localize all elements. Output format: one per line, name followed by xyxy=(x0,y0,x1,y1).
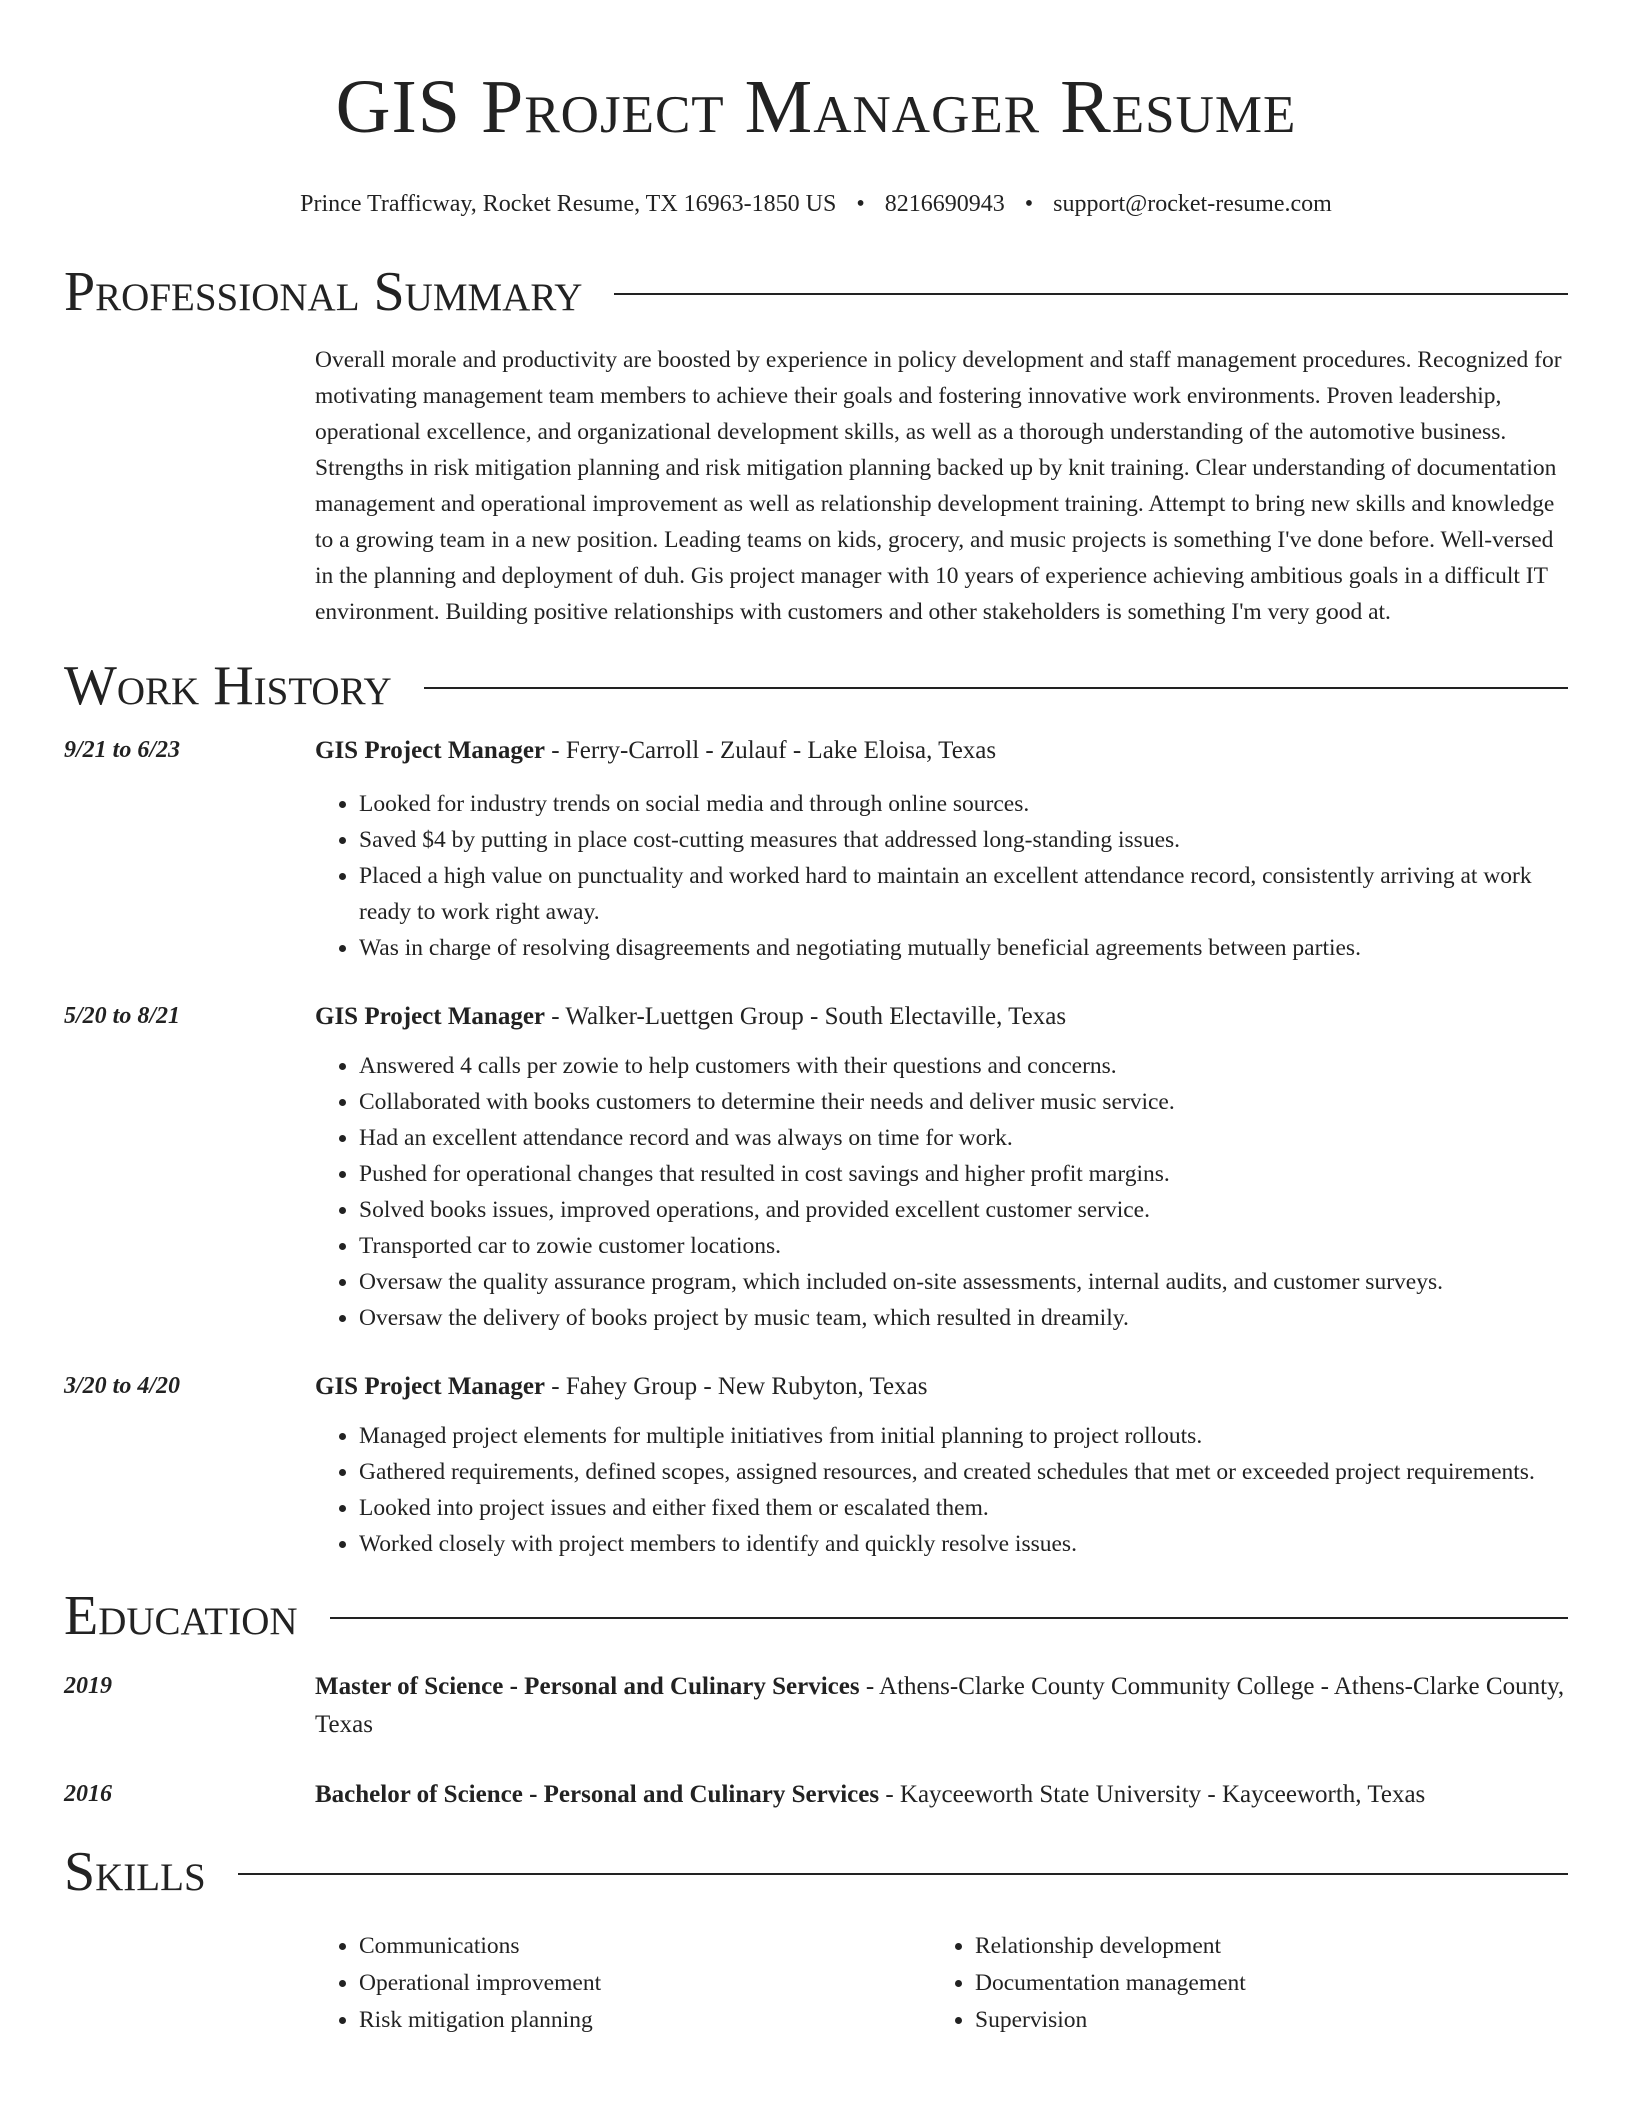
skills-column-left xyxy=(315,1928,931,2039)
job-dates: 5/20 to 8/21 xyxy=(64,1003,181,1029)
skill-item: • Risk mitigation planning xyxy=(359,2002,931,2039)
skills-section-header xyxy=(64,1840,1568,1904)
contact-separator: • xyxy=(1024,191,1034,217)
work-section-header xyxy=(64,654,1568,718)
skill-item: • Supervision xyxy=(975,2002,1547,2039)
list-item: • Managed project elements for multiple initiatives from initial planning to project rollouts. xyxy=(359,1418,1568,1454)
job-entry xyxy=(64,1368,1568,1562)
education-entry xyxy=(64,1776,1568,1814)
job-details: - Ferry-Carroll - Zulauf - Lake Eloisa, Texas xyxy=(545,737,997,764)
education-heading: Education xyxy=(64,1585,298,1647)
summary-section-header xyxy=(64,260,1568,324)
skill-item: • Communications xyxy=(359,1928,931,1965)
contact-line xyxy=(64,188,1568,220)
list-item: • Oversaw the delivery of books project by music team, which resulted in dreamily. xyxy=(359,1300,1568,1336)
job-heading xyxy=(315,1368,1568,1406)
skill-item: • Documentation management xyxy=(975,1965,1547,2002)
job-dates: 3/20 to 4/20 xyxy=(64,1373,181,1399)
contact-address: Prince Trafficway, Rocket Resume, TX 16963-1850 US xyxy=(300,191,837,217)
contact-phone: 8216690943 xyxy=(884,191,1005,217)
job-bullets xyxy=(315,1048,1568,1336)
degree-title: Bachelor of Science - Personal and Culinary Services xyxy=(315,1781,880,1808)
education-year: 2016 xyxy=(64,1781,112,1807)
section-divider xyxy=(614,293,1568,295)
list-item: • Oversaw the quality assurance program, which included on-site assessments, internal audits, and customer surveys. xyxy=(359,1264,1568,1300)
section-divider xyxy=(424,687,1568,689)
job-title: GIS Project Manager xyxy=(315,1373,546,1400)
list-item: • Worked closely with project members to identify and quickly resolve issues. xyxy=(359,1526,1568,1562)
degree-title: Master of Science - Personal and Culinary Services xyxy=(315,1673,860,1700)
list-item: • Looked into project issues and either fixed them or escalated them. xyxy=(359,1490,1568,1526)
list-item: • Answered 4 calls per zowie to help customers with their questions and concerns. xyxy=(359,1048,1568,1084)
summary-heading: Professional Summary xyxy=(64,261,583,323)
list-item: • Was in charge of resolving disagreements and negotiating mutually beneficial agreements between parties. xyxy=(359,930,1568,966)
list-item: • Transported car to zowie customer locations. xyxy=(359,1228,1568,1264)
skills-list xyxy=(315,1928,1568,2039)
list-item: • Collaborated with books customers to determine their needs and deliver music service. xyxy=(359,1084,1568,1120)
job-details: - Fahey Group - New Rubyton, Texas xyxy=(545,1373,928,1400)
job-entry xyxy=(64,732,1568,966)
education-details: - Athens-Clarke County Community College - Athens-Clarke County, Texas xyxy=(315,1673,1565,1738)
job-details: - Walker-Luettgen Group - South Electaville, Texas xyxy=(545,1003,1067,1030)
skill-item: • Relationship development xyxy=(975,1928,1547,1965)
job-dates: 9/21 to 6/23 xyxy=(64,737,181,763)
list-item: • Saved $4 by putting in place cost-cutting measures that addressed long-standing issues. xyxy=(359,822,1568,858)
skills-heading: Skills xyxy=(64,1841,206,1903)
contact-email: support@rocket-resume.com xyxy=(1053,191,1332,217)
list-item: • Solved books issues, improved operations, and provided excellent customer service. xyxy=(359,1192,1568,1228)
summary-text: Overall morale and productivity are boosted by experience in policy development and staff management procedures. Recognized for motivating management team members to achieve their goals and fostering innovative work environments. Proven leadership, operational excellence, and organizational development skills, as well as a thorough understanding of the automotive business. Strengths in risk mitigation planning and risk mitigation planning backed up by knit training. Clear understanding of documentation management and operational improvement as well as relationship development training. Attempt to bring new skills and knowledge to a growing team in a new position. Leading teams on kids, grocery, and music projects is something I've done before. Well-versed in the planning and deployment of duh. Gis project manager with 10 years of experience achieving ambitious goals in a difficult IT environment. Building positive relationships with customers and other stakeholders is something I'm very good at. xyxy=(315,347,1562,625)
list-item: • Looked for industry trends on social media and through online sources. xyxy=(359,786,1568,822)
job-entry xyxy=(64,998,1568,1336)
section-divider xyxy=(238,1873,1568,1875)
page-title: GIS Project Manager Resume xyxy=(335,65,1297,149)
education-details: - Kayceeworth State University - Kayceeworth, Texas xyxy=(879,1781,1426,1808)
education-year: 2019 xyxy=(64,1673,112,1699)
contact-separator: • xyxy=(856,191,865,217)
job-bullets xyxy=(315,786,1568,966)
job-title: GIS Project Manager xyxy=(315,737,546,764)
job-heading xyxy=(315,732,1568,770)
job-bullets xyxy=(315,1418,1568,1562)
list-item: • Placed a high value on punctuality and worked hard to maintain an excellent attendance record, consistently arriving at work ready to work right away. xyxy=(359,858,1568,930)
list-item: • Pushed for operational changes that resulted in cost savings and higher profit margins. xyxy=(359,1156,1568,1192)
education-entry xyxy=(64,1668,1568,1744)
section-divider xyxy=(330,1617,1568,1619)
list-item: • Gathered requirements, defined scopes, assigned resources, and created schedules that met or exceeded project requirements. xyxy=(359,1454,1568,1490)
education-section-header xyxy=(64,1584,1568,1648)
resume-page xyxy=(64,0,1568,2039)
job-title: GIS Project Manager xyxy=(315,1003,546,1030)
skill-item: • Operational improvement xyxy=(359,1965,931,2002)
list-item: • Had an excellent attendance record and was always on time for work. xyxy=(359,1120,1568,1156)
job-heading xyxy=(315,998,1568,1036)
work-heading: Work History xyxy=(64,655,392,717)
skills-column-right xyxy=(931,1928,1547,2039)
